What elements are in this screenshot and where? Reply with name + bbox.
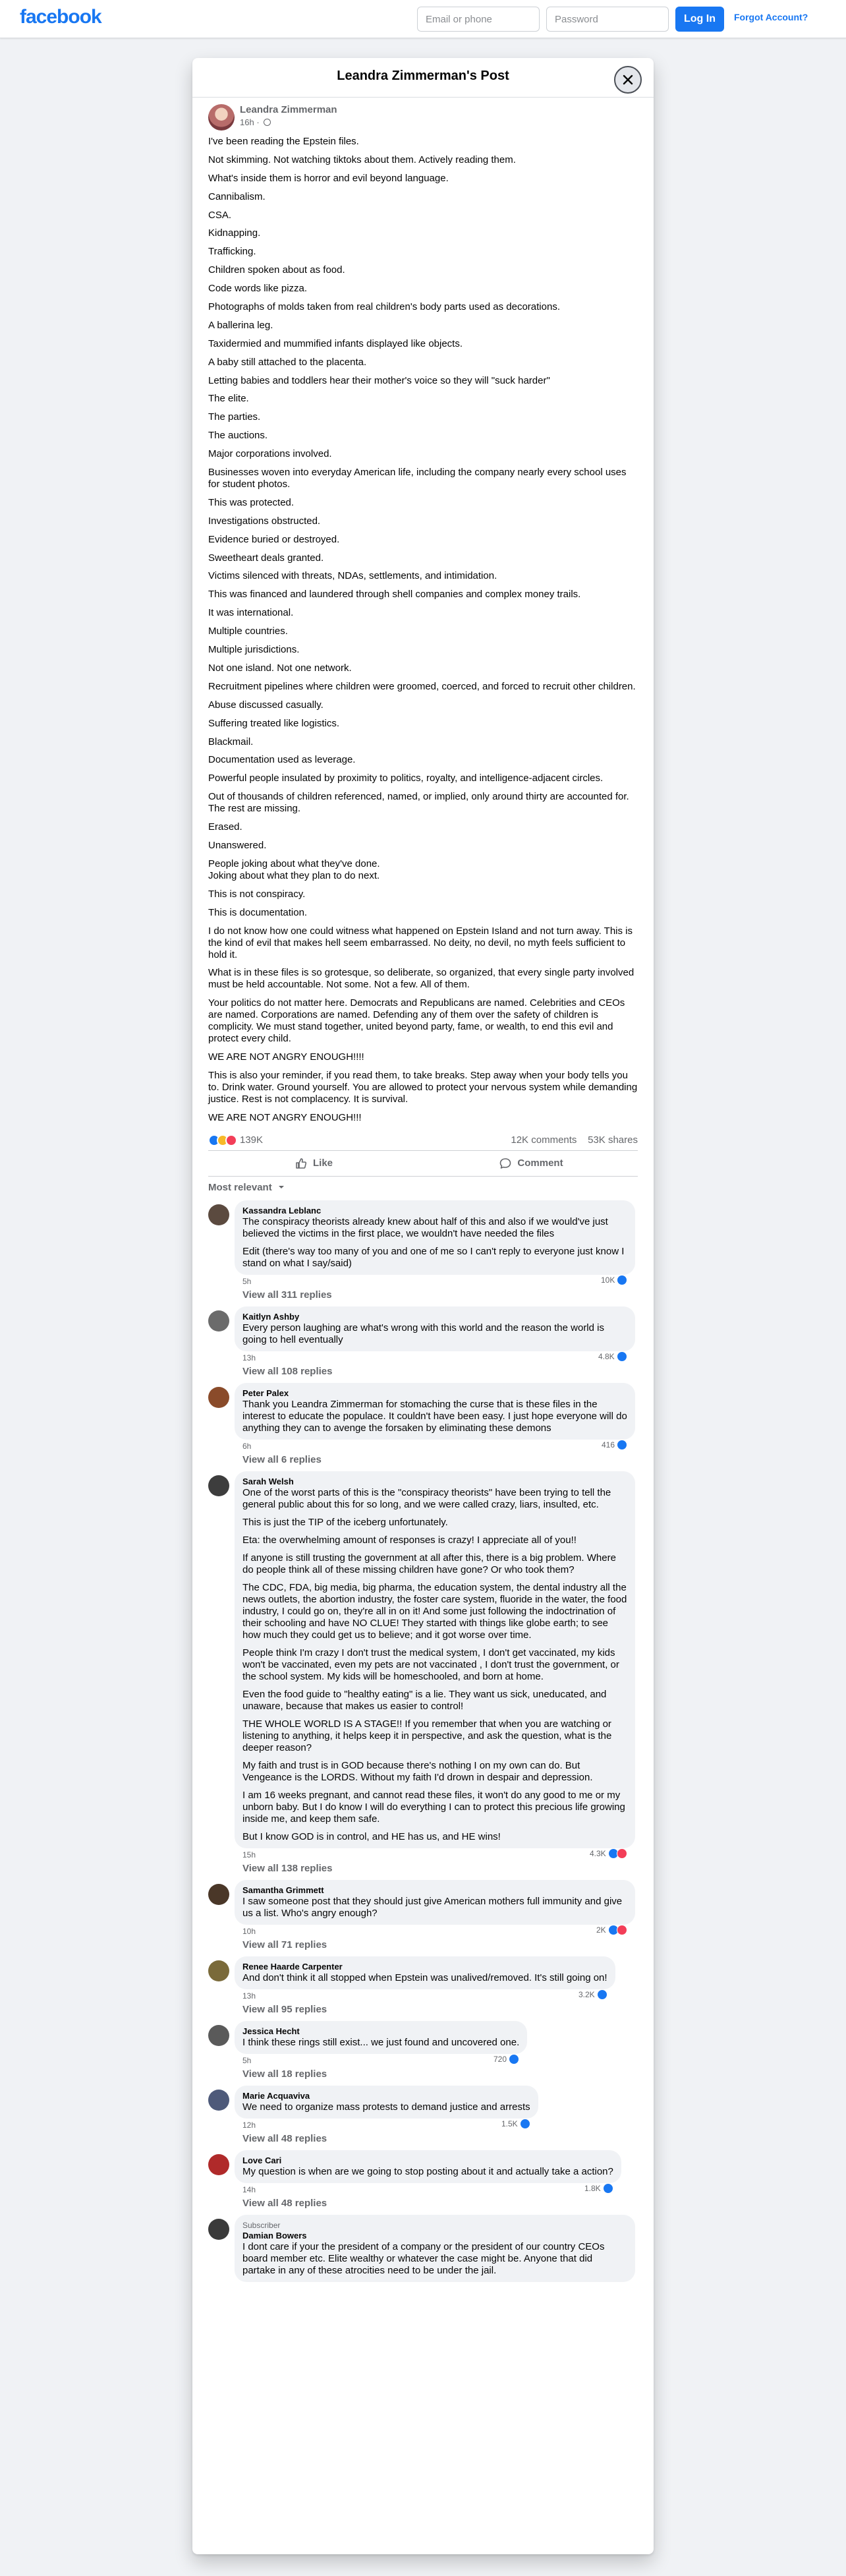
commenter-avatar[interactable] bbox=[208, 1387, 229, 1408]
post-paragraph: Trafficking. bbox=[208, 246, 256, 258]
comment-icon bbox=[499, 1157, 512, 1170]
sort-label: Most relevant bbox=[208, 1181, 272, 1193]
comment-reaction-count: 3.2K bbox=[578, 1989, 595, 1999]
comment-bubble bbox=[235, 1956, 615, 1989]
commenter-name[interactable]: Peter Palex bbox=[242, 1388, 289, 1398]
commenter-avatar[interactable] bbox=[208, 1310, 229, 1332]
post-paragraph: I do not know how one could witness what happened on Epstein Island and not turn away. This is the kind of evil that makes hell seem embarrassed. No deity, no devil, no myth feels sufficient to hold it. bbox=[208, 925, 633, 960]
comment-time[interactable]: 5h bbox=[242, 2055, 252, 2065]
post-paragraph: A ballerina leg. bbox=[208, 319, 273, 331]
comment-paragraph: My faith and trust is in GOD because there's nothing I on my own can do. But Vengeance is the LORDS. Without my faith I'd drown in despair and depression. bbox=[242, 1759, 593, 1783]
comment-reactions[interactable] bbox=[596, 1925, 627, 1935]
view-replies-link[interactable]: View all 108 replies bbox=[242, 1365, 333, 1377]
post-paragraph: People joking about what they've done. Joking about what they plan to do next. bbox=[208, 858, 380, 881]
like-label: Like bbox=[312, 1157, 333, 1169]
post-text bbox=[200, 136, 646, 1124]
comment-paragraph: And don't think it all stopped when Epstein was unalived/removed. It's still going on! bbox=[242, 1972, 607, 1983]
post-paragraph: Multiple countries. bbox=[208, 626, 288, 637]
comment-text bbox=[242, 1399, 627, 1434]
post-paragraph: The elite. bbox=[208, 393, 249, 405]
comment-paragraph: Edit (there's way too many of you and one of me so I can't reply to everyone just know I stand on what I say/said) bbox=[242, 1245, 625, 1269]
post-time[interactable]: 16h bbox=[240, 117, 254, 127]
view-replies-link[interactable]: View all 138 replies bbox=[242, 1862, 333, 1874]
post-paragraph: Kidnapping. bbox=[208, 227, 261, 239]
close-button[interactable] bbox=[614, 66, 642, 94]
comment-time[interactable]: 12h bbox=[242, 2120, 256, 2130]
post-paragraph: Not skimming. Not watching tiktoks about them. Actively reading them. bbox=[208, 154, 516, 165]
post-paragraph: This is not conspiracy. bbox=[208, 888, 306, 900]
post-paragraph: Evidence buried or destroyed. bbox=[208, 533, 340, 545]
post-modal bbox=[192, 58, 654, 2554]
post-paragraph: Investigations obstructed. bbox=[208, 515, 321, 527]
comment-paragraph: People think I'm crazy I don't trust the medical system, I don't get vaccinated, my kids won't be vaccinated, even my pets are not vaccinated , I don't trust the government, or the school system. My kids will be homeschooled, and born at home. bbox=[242, 1647, 619, 1682]
comment-text bbox=[242, 2101, 530, 2113]
view-replies-link[interactable]: View all 48 replies bbox=[242, 2132, 327, 2144]
post-paragraph: Recruitment pipelines where children were groomed, coerced, and forced to recruit other children. bbox=[208, 680, 636, 692]
comment-footer bbox=[242, 2054, 638, 2067]
comment-paragraph: One of the worst parts of this is the "conspiracy theorists" have been trying to tell the general public about this for so long, and we were called crazy, liars, insulted, etc. bbox=[242, 1486, 611, 1510]
comment-text bbox=[242, 2241, 627, 2277]
post-paragraph: This was protected. bbox=[208, 496, 295, 508]
commenter-name[interactable]: Samantha Grimmett bbox=[242, 1885, 324, 1895]
comment-paragraph: I dont care if your the president of a company or the president of our country CEOs board member etc. Elite wealthy or whatever the case might be. Anyone that did partake in any of these atrocities need to be under the jail. bbox=[242, 2240, 605, 2276]
like-reaction-icon bbox=[603, 2183, 613, 2194]
comment bbox=[208, 2215, 638, 2282]
commenter-avatar[interactable] bbox=[208, 1204, 229, 1225]
comment-text bbox=[242, 1972, 607, 1984]
post-meta: 16h · bbox=[240, 117, 271, 127]
like-reaction-icon bbox=[509, 2054, 519, 2064]
comment-footer bbox=[242, 1351, 638, 1364]
thumbs-up-icon bbox=[295, 1157, 308, 1170]
comment-paragraph: Every person laughing are what's wrong with this world and the reason the world is going to hell eventually bbox=[242, 1322, 604, 1345]
shares-count[interactable]: 53K shares bbox=[588, 1134, 638, 1146]
comment bbox=[208, 2021, 638, 2086]
reaction-count[interactable]: 139K bbox=[240, 1134, 264, 1146]
like-reaction-icon bbox=[597, 1989, 607, 2000]
comment-time[interactable]: 6h bbox=[242, 1441, 252, 1451]
love-reaction-icon bbox=[617, 1848, 627, 1859]
comment-time[interactable]: 14h bbox=[242, 2184, 256, 2194]
post-paragraph: The parties. bbox=[208, 411, 261, 423]
post-paragraph: Children spoken about as food. bbox=[208, 264, 345, 276]
view-replies-link[interactable]: View all 311 replies bbox=[242, 1289, 332, 1301]
comment-footer bbox=[242, 2183, 638, 2196]
post-paragraph: Blackmail. bbox=[208, 736, 254, 747]
comment-bubble bbox=[235, 2215, 635, 2282]
password-input[interactable] bbox=[546, 7, 669, 32]
post-paragraph: Sweetheart deals granted. bbox=[208, 552, 324, 564]
like-reaction-icon bbox=[520, 2119, 530, 2129]
commenter-name[interactable]: Marie Acquaviva bbox=[242, 2090, 310, 2101]
post-paragraph: Photographs of molds taken from real children's body parts used as decorations. bbox=[208, 301, 560, 313]
comment-time[interactable]: 13h bbox=[242, 1353, 256, 1362]
comment-reaction-count: 720 bbox=[494, 2054, 507, 2064]
like-reaction-icon bbox=[617, 1275, 627, 1285]
commenter-name[interactable]: Jessica Hecht bbox=[242, 2026, 300, 2036]
post-paragraph: Documentation used as leverage. bbox=[208, 754, 356, 766]
post-paragraph: WE ARE NOT ANGRY ENOUGH!!!! bbox=[208, 1051, 364, 1063]
post-paragraph: I've been reading the Epstein files. bbox=[208, 136, 359, 147]
comment-time[interactable]: 10h bbox=[242, 1926, 256, 1936]
reactions-bar bbox=[208, 1130, 638, 1150]
action-bar bbox=[208, 1150, 638, 1177]
comment-text bbox=[242, 1896, 627, 1919]
post-paragraph: CSA. bbox=[208, 209, 232, 221]
post-paragraph: What is in these files is so grotesque, so deliberate, so organized, that every single party involved must be held accountable. Not some. Not a few. All of them. bbox=[208, 967, 634, 991]
comment-button[interactable] bbox=[426, 1154, 636, 1173]
comment-reactions[interactable] bbox=[494, 2054, 519, 2064]
comment-bubble bbox=[235, 1471, 635, 1848]
post-header bbox=[200, 98, 646, 136]
modal-body bbox=[192, 98, 654, 2282]
comment-reactions[interactable] bbox=[501, 2119, 530, 2129]
modal-header bbox=[192, 58, 654, 98]
comment-text bbox=[242, 1322, 627, 1346]
commenter-avatar[interactable] bbox=[208, 2025, 229, 2046]
post-paragraph: It was international. bbox=[208, 607, 294, 619]
comment-reactions[interactable] bbox=[590, 1848, 627, 1859]
post-paragraph: Multiple jurisdictions. bbox=[208, 644, 300, 656]
commenter-avatar[interactable] bbox=[208, 1475, 229, 1496]
comment-paragraph: I am 16 weeks pregnant, and cannot read these files, it won't do any good to me or my unborn baby. But I do know I will do everything I can to protect this precious life growing inside me, and keep them safe. bbox=[242, 1789, 625, 1825]
comment bbox=[208, 1306, 638, 1383]
comment-time[interactable]: 15h bbox=[242, 1850, 256, 1859]
post-paragraph: What's inside them is horror and evil beyond language. bbox=[208, 172, 449, 184]
post-paragraph: The auctions. bbox=[208, 430, 268, 442]
post-paragraph: This is also your reminder, if you read them, to take breaks. Step away when your body tells you to. Drink water. Ground yourself. You are allowed to protect your nervous system while demanding justice. Rest is not complacency. It is survival. bbox=[208, 1070, 638, 1105]
comment-footer bbox=[242, 1989, 638, 2003]
commenter-name[interactable]: Kaitlyn Ashby bbox=[242, 1311, 300, 1322]
post-paragraph: Businesses woven into everyday American life, including the company nearly every school uses for student photos. bbox=[208, 467, 627, 490]
commenter-name[interactable]: Love Cari bbox=[242, 2155, 282, 2165]
facebook-logo[interactable]: facebook bbox=[20, 6, 101, 28]
commenter-avatar[interactable] bbox=[208, 1884, 229, 1905]
post-paragraph: This is documentation. bbox=[208, 906, 308, 918]
comment-footer bbox=[242, 2119, 638, 2132]
comment-reactions[interactable] bbox=[602, 1440, 627, 1450]
post-paragraph: Out of thousands of children referenced, named, or implied, only around thirty are accounted for. The rest are missing. bbox=[208, 791, 629, 815]
comment-time[interactable]: 13h bbox=[242, 1991, 256, 2001]
post-author-name[interactable]: Leandra Zimmerman bbox=[240, 104, 337, 115]
love-reaction-icon bbox=[617, 1925, 627, 1935]
comment bbox=[208, 1471, 638, 1880]
comment bbox=[208, 1383, 638, 1471]
comment-footer bbox=[242, 1440, 638, 1453]
comment-reaction-count: 2K bbox=[596, 1925, 606, 1935]
post-paragraph: Cannibalism. bbox=[208, 190, 266, 202]
comment-text bbox=[242, 1487, 627, 1843]
post-paragraph: Major corporations involved. bbox=[208, 448, 332, 460]
post-paragraph: Suffering treated like logistics. bbox=[208, 717, 339, 729]
comment-footer bbox=[242, 1848, 638, 1861]
comment bbox=[208, 2086, 638, 2150]
comment bbox=[208, 1200, 638, 1306]
comment-paragraph: Eta: the overwhelming amount of responses is crazy! I appreciate all of you!! bbox=[242, 1534, 577, 1546]
comment-paragraph: I saw someone post that they should just give American mothers full immunity and give us a list. Who's angry enough? bbox=[242, 1895, 623, 1919]
post-paragraph: Erased. bbox=[208, 821, 242, 833]
commenter-avatar[interactable] bbox=[208, 2090, 229, 2111]
comment-bubble bbox=[235, 2150, 621, 2183]
post-paragraph: WE ARE NOT ANGRY ENOUGH!!! bbox=[208, 1111, 362, 1123]
comment-bubble bbox=[235, 1383, 635, 1440]
comment bbox=[208, 2150, 638, 2215]
comment-label: Comment bbox=[517, 1157, 563, 1169]
view-replies-link[interactable]: View all 18 replies bbox=[242, 2068, 327, 2080]
comment-paragraph: The conspiracy theorists already knew about half of this and also if we would've just believed the victims in the first place, we wouldn't have needed the files bbox=[242, 1215, 608, 1239]
post-paragraph: Abuse discussed casually. bbox=[208, 699, 324, 711]
comment-footer bbox=[242, 1925, 638, 1938]
comment-paragraph: Thank you Leandra Zimmerman for stomaching the curse that is these files in the interest to educate the populace. It couldn't have been easy. I just hope everyone will do anything they can to avenge the forsaken by eliminating these demons bbox=[242, 1398, 627, 1434]
comment-text bbox=[242, 2166, 613, 2178]
like-reaction-icon bbox=[617, 1440, 627, 1450]
comments-count[interactable]: 12K comments bbox=[511, 1134, 577, 1146]
post-paragraph: Unanswered. bbox=[208, 839, 267, 851]
chevron-down-icon bbox=[277, 1183, 285, 1191]
comment-text bbox=[242, 2037, 519, 2049]
comment-sort-dropdown[interactable] bbox=[200, 1177, 646, 1200]
comment-footer bbox=[242, 1275, 638, 1288]
view-replies-link[interactable]: View all 48 replies bbox=[242, 2197, 327, 2209]
commenter-name[interactable]: Damian Bowers bbox=[242, 2230, 307, 2240]
comment-reactions[interactable] bbox=[601, 1275, 627, 1285]
comment bbox=[208, 1880, 638, 1956]
like-reaction-icon bbox=[617, 1351, 627, 1362]
subscriber-badge: Subscriber bbox=[242, 2220, 281, 2230]
comment-time[interactable]: 5h bbox=[242, 1276, 252, 1286]
comment-paragraph: But I know GOD is in control, and HE has us, and HE wins! bbox=[242, 1830, 501, 1842]
comment-reaction-count: 4.3K bbox=[590, 1848, 606, 1858]
comment bbox=[208, 1956, 638, 2021]
view-replies-link[interactable]: View all 71 replies bbox=[242, 1939, 327, 1950]
comment-text bbox=[242, 1216, 627, 1270]
email-input[interactable] bbox=[417, 7, 540, 32]
post-paragraph: This was financed and laundered through shell companies and complex money trails. bbox=[208, 589, 581, 600]
post-paragraph: Code words like pizza. bbox=[208, 283, 308, 295]
comment-reaction-count: 10K bbox=[601, 1275, 615, 1285]
comment-reaction-count: 4.8K bbox=[598, 1351, 615, 1361]
commenter-name[interactable]: Sarah Welsh bbox=[242, 1476, 294, 1486]
commenter-avatar[interactable] bbox=[208, 2219, 229, 2240]
comment-reaction-count: 1.8K bbox=[584, 2183, 601, 2193]
author-avatar[interactable] bbox=[208, 104, 235, 131]
globe-icon bbox=[264, 119, 271, 126]
love-reaction-icon bbox=[225, 1134, 237, 1146]
post-paragraph: Taxidermied and mummified infants displayed like objects. bbox=[208, 337, 463, 349]
comment-reaction-count: 416 bbox=[602, 1440, 615, 1449]
post-paragraph: Victims silenced with threats, NDAs, settlements, and intimidation. bbox=[208, 570, 497, 582]
view-replies-link[interactable]: View all 95 replies bbox=[242, 2003, 327, 2015]
comment-reactions[interactable] bbox=[584, 2183, 613, 2194]
comment-paragraph: If anyone is still trusting the government at all after this, there is a big problem. Where do people think all of these missing children have gone? Or who took them? bbox=[242, 1552, 616, 1575]
comment-reaction-count: 1.5K bbox=[501, 2119, 518, 2128]
comment-paragraph: This is just the TIP of the iceberg unfortunately. bbox=[242, 1516, 448, 1528]
post-paragraph: Not one island. Not one network. bbox=[208, 662, 352, 674]
login-button[interactable]: Log In bbox=[675, 7, 724, 32]
top-navigation-bar bbox=[0, 0, 846, 38]
like-button[interactable] bbox=[208, 1154, 419, 1173]
view-replies-link[interactable]: View all 6 replies bbox=[242, 1453, 322, 1465]
post-paragraph: Powerful people insulated by proximity to politics, royalty, and intelligence-adjacent circles. bbox=[208, 773, 604, 784]
comment-bubble bbox=[235, 1880, 635, 1925]
post-paragraph: A baby still attached to the placenta. bbox=[208, 356, 367, 368]
comment-bubble bbox=[235, 2021, 527, 2054]
commenter-name[interactable]: Renee Haarde Carpenter bbox=[242, 1961, 343, 1972]
comment-bubble bbox=[235, 2086, 538, 2119]
post-paragraph: Letting babies and toddlers hear their mother's voice so they will "suck harder" bbox=[208, 374, 550, 386]
comment-paragraph: THE WHOLE WORLD IS A STAGE!! If you remember that when you are watching or listening to anything, it helps keep it in perspective, and ask the question, what is the deeper reason? bbox=[242, 1718, 612, 1753]
comment-bubble bbox=[235, 1200, 635, 1275]
comment-paragraph: Even the food guide to "healthy eating" is a lie. They want us sick, uneducated, and unaware, because that makes us easier to control! bbox=[242, 1688, 607, 1712]
modal-title: Leandra Zimmerman's Post bbox=[337, 69, 509, 83]
comments-list bbox=[200, 1200, 646, 2282]
comment-bubble bbox=[235, 1306, 635, 1351]
comment-paragraph: My question is when are we going to stop posting about it and actually take a action? bbox=[242, 2165, 613, 2177]
commenter-name[interactable]: Kassandra Leblanc bbox=[242, 1205, 322, 1215]
close-icon bbox=[621, 73, 634, 86]
comment-reactions[interactable] bbox=[578, 1989, 607, 2000]
comment-paragraph: We need to organize mass protests to demand justice and arrests bbox=[242, 2101, 530, 2113]
post-paragraph: Your politics do not matter here. Democrats and Republicans are named. Celebrities and CEOs are named. Corporations are named. Defending any of them over the safety of children is complicity. We must stand together, united beyond party, fame, or wealth, to end this evil and protect every child. bbox=[208, 997, 625, 1045]
comment-paragraph: I think these rings still exist... we just found and uncovered one. bbox=[242, 2036, 520, 2048]
commenter-avatar[interactable] bbox=[208, 2154, 229, 2175]
comment-paragraph: The CDC, FDA, big media, big pharma, the education system, the dental industry all the news outlets, the abortion industry, the foster care system, fluoride in the water, the food industry, I could go on, they're all in on it! And some just following the indoctrination of their schooling and have NO CLUE! They started with things like globe earth; to see how much they could get us to believe; and it got worse over time. bbox=[242, 1581, 627, 1641]
commenter-avatar[interactable] bbox=[208, 1960, 229, 1981]
post-stats bbox=[511, 1134, 638, 1146]
forgot-account-link[interactable]: Forgot Account? bbox=[734, 12, 808, 22]
comment-reactions[interactable] bbox=[598, 1351, 627, 1362]
